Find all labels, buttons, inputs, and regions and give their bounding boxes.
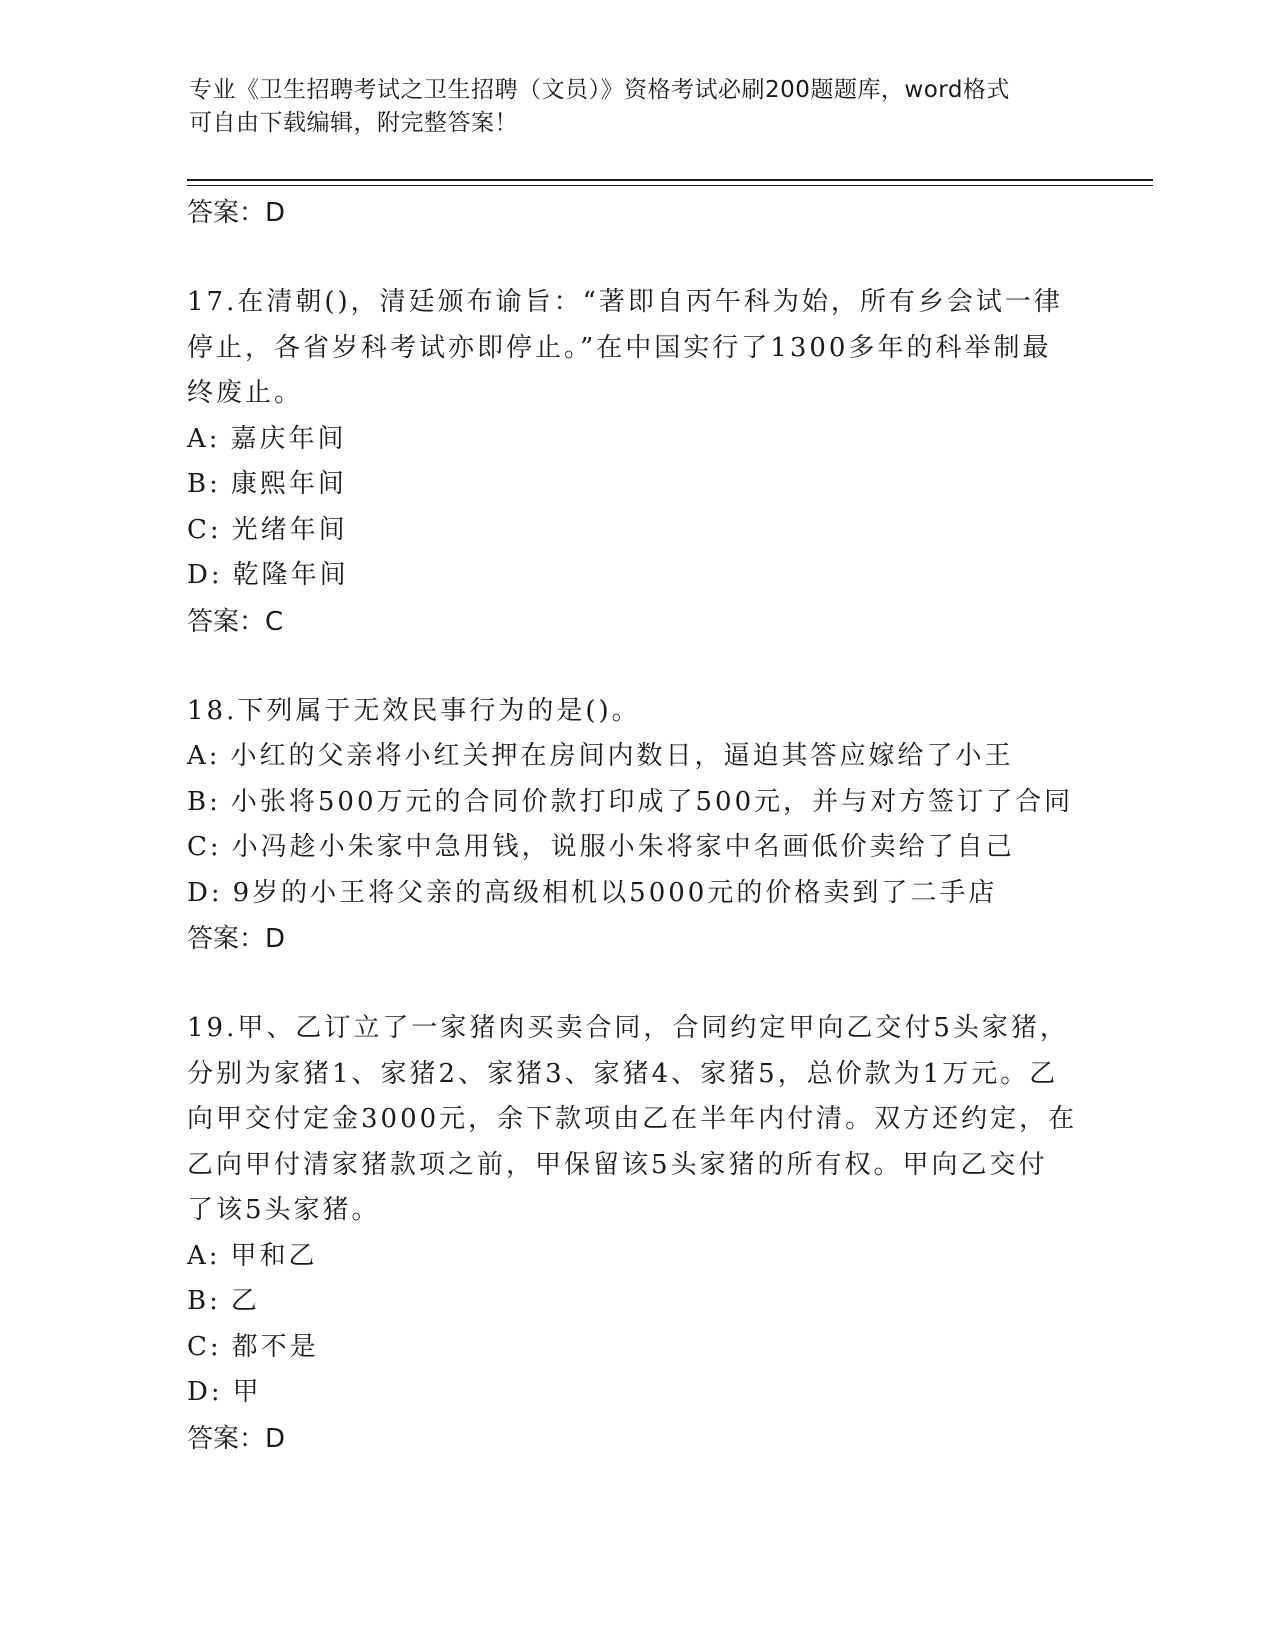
option-text: 小冯趁小朱家中急用钱，说服小朱将家中名画低价卖给了自己 (231, 832, 1015, 862)
option-a (187, 417, 1147, 463)
option-key: D: (187, 560, 223, 590)
option-text: 9岁的小王将父亲的高级相机以5000元的价格卖到了二手店 (232, 877, 998, 908)
option-key: B: (187, 469, 221, 499)
document-header (189, 74, 1089, 140)
option-key: B: (187, 1286, 221, 1316)
option-a (187, 1234, 1147, 1280)
header-rule-thick (187, 179, 1153, 181)
option-c (187, 825, 1147, 871)
option-text: 乾隆年间 (232, 560, 349, 590)
option-text: 甲和乙 (230, 1240, 318, 1271)
question-text-line: 19.甲、乙订立了一家猪肉买卖合同，合同约定甲向乙交付5头家猪， (187, 1013, 1069, 1043)
header-line-1: 专业《卫生招聘考试之卫生招聘（文员）》资格考试必刷200题题库，word格式 (189, 77, 1010, 103)
answer-line: 答案：D (187, 1423, 286, 1454)
option-key: D: (187, 877, 223, 908)
option-text: 小张将500万元的合同价款打印成了500元，并与对方签订了合同 (230, 786, 1074, 817)
option-key: A: (187, 423, 221, 454)
answer-line: 答案：D (187, 924, 286, 954)
header-rule-thin (187, 185, 1153, 186)
option-d (187, 553, 1147, 599)
option-key: A: (187, 1240, 221, 1271)
option-text: 光绪年间 (231, 514, 348, 545)
option-b (187, 462, 1147, 508)
question-17 (187, 280, 1147, 645)
answer-line: 答案：C (187, 606, 284, 637)
option-text: 小红的父亲将小红关押在房间内数日，逼迫其答应嫁给了小王 (230, 741, 1014, 771)
question-text-line: 乙向甲付清家猪款项之前，甲保留该5头家猪的所有权。甲向乙交付 (187, 1149, 1048, 1180)
question-18 (187, 689, 1147, 963)
question-text-line: 终废止。 (187, 378, 304, 408)
option-text: 都不是 (231, 1331, 319, 1362)
question-text-line: 17.在清朝()，清廷颁布谕旨：“著即自丙午科为始，所有乡会试一律 (187, 287, 1063, 317)
option-text: 甲 (232, 1377, 262, 1407)
option-text: 乙 (230, 1286, 260, 1316)
option-key: C: (187, 832, 222, 862)
question-19 (187, 1006, 1147, 1462)
option-b (187, 1279, 1147, 1325)
option-key: C: (187, 1331, 222, 1362)
option-b (187, 780, 1147, 826)
question-text-line: 了该5头家猪。 (187, 1195, 381, 1225)
question-text-line: 停止，各省岁科考试亦即停止。”在中国实行了1300多年的科举制最 (187, 332, 1052, 363)
question-text-line: 分别为家猪1、家猪2、家猪3、家猪4、家猪5，总价款为1万元。乙 (187, 1058, 1059, 1089)
option-text: 嘉庆年间 (230, 423, 347, 454)
option-key: D: (187, 1377, 223, 1407)
answer-line: 答案：D (187, 198, 286, 228)
option-key: C: (187, 514, 222, 545)
header-line-2: 可自由下载编辑，附完整答案！ (189, 110, 518, 136)
option-text: 康熙年间 (230, 469, 347, 499)
option-a (187, 734, 1147, 780)
option-d (187, 1370, 1147, 1416)
question-list (187, 190, 1147, 1462)
option-d (187, 871, 1147, 917)
option-key: B: (187, 786, 221, 817)
question-text-line: 18.下列属于无效民事行为的是()。 (187, 695, 641, 726)
question-text-line: 向甲交付定金3000元，余下款项由乙在半年内付清。双方还约定，在 (187, 1104, 1078, 1134)
option-c (187, 1325, 1147, 1371)
option-c (187, 508, 1147, 554)
option-key: A: (187, 741, 221, 771)
